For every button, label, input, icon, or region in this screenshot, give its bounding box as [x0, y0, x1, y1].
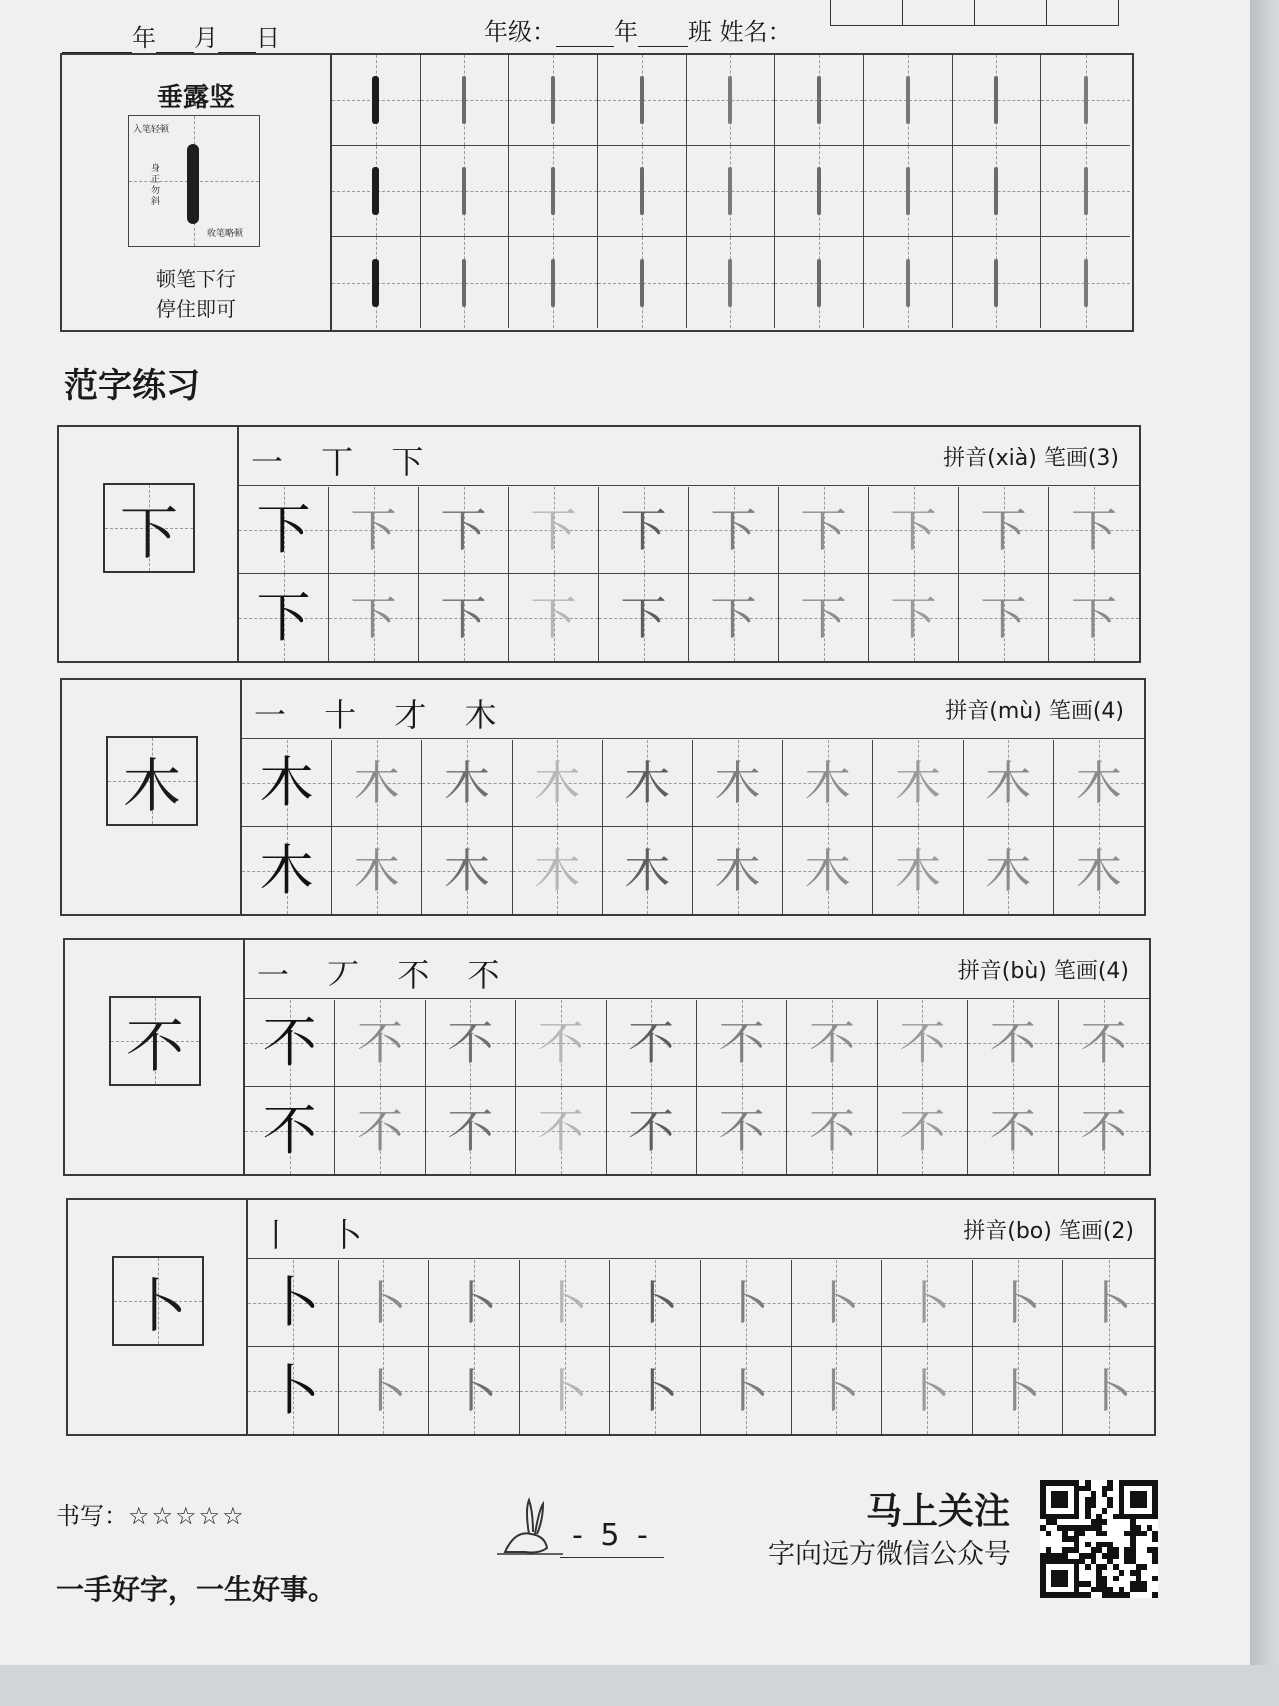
model-character: 下 [119, 499, 178, 567]
practice-cell[interactable] [248, 1347, 339, 1434]
handwritten-character: 木 [443, 843, 490, 898]
practice-cell[interactable] [607, 1000, 697, 1087]
practice-cell[interactable] [509, 574, 599, 661]
handwritten-character: 卜 [994, 1276, 1041, 1330]
practice-cell[interactable] [968, 1087, 1058, 1174]
practice-cell[interactable] [339, 1347, 430, 1434]
practice-cell[interactable] [968, 1000, 1058, 1087]
handwritten-character: 下 [440, 503, 487, 557]
section-title: 范字练习 [64, 366, 200, 406]
practice-cell[interactable] [245, 1000, 335, 1087]
handwritten-character: 不 [718, 1103, 765, 1158]
handwritten-character: 不 [628, 1016, 675, 1070]
pinyin-stroke-count: 拼音(bù) 笔画(4) [957, 959, 1129, 984]
practice-cell[interactable] [693, 827, 783, 914]
handwritten-character: 木 [534, 756, 581, 810]
practice-cell[interactable] [697, 1087, 787, 1174]
handwritten-character: 木 [804, 843, 851, 898]
handwritten-character: 不 [1080, 1016, 1127, 1070]
handwritten-character: 卜 [450, 1276, 497, 1330]
handwritten-character: 木 [353, 843, 400, 898]
date-line: 年 月 日 [62, 18, 280, 53]
practice-cell[interactable] [1041, 55, 1130, 146]
pinyin-stroke-count: 拼音(bo) 笔画(2) [963, 1219, 1134, 1244]
stroke-order: 一 十 才 木 [254, 696, 511, 734]
practice-cell[interactable] [332, 237, 421, 328]
handwritten-character: 下 [980, 503, 1027, 557]
example-character: 下 [256, 585, 311, 649]
practice-cell[interactable] [426, 1000, 516, 1087]
handwritten-character: 下 [800, 590, 847, 645]
example-character: 卜 [265, 1271, 320, 1334]
practice-cell[interactable] [775, 146, 864, 237]
handwritten-character: 木 [353, 756, 400, 810]
handwritten-character: 卜 [360, 1363, 407, 1418]
practice-cell[interactable] [959, 574, 1049, 661]
practice-cell[interactable] [689, 487, 779, 574]
practice-cell[interactable] [1049, 574, 1139, 661]
model-character: 木 [122, 752, 181, 820]
practice-cell[interactable] [687, 146, 776, 237]
example-character: 卜 [265, 1358, 320, 1422]
handwritten-character: 下 [530, 503, 577, 557]
handwritten-character: 不 [899, 1103, 946, 1158]
handwritten-character: 木 [714, 843, 761, 898]
practice-cell[interactable] [242, 827, 332, 914]
practice-cell[interactable] [421, 55, 510, 146]
practice-cell[interactable] [873, 740, 963, 827]
motto: 一手好字，一生好事。 [56, 1573, 337, 1606]
stroke-intro-block [60, 53, 1134, 332]
char-model-panel [68, 1200, 248, 1434]
char-model-panel [59, 427, 239, 661]
handwritten-character: 下 [350, 590, 397, 645]
practice-cell[interactable] [516, 1000, 606, 1087]
practice-cell[interactable] [248, 1260, 339, 1347]
practice-cell[interactable] [607, 1087, 697, 1174]
char-model-panel [62, 680, 242, 914]
practice-cell[interactable] [869, 487, 959, 574]
practice-cell[interactable] [599, 574, 689, 661]
rating-label: 书写： [56, 1502, 128, 1530]
handwritten-character: 木 [714, 756, 761, 810]
practice-cell[interactable] [509, 237, 598, 328]
handwritten-character: 卜 [1085, 1363, 1132, 1418]
practice-cell[interactable] [421, 146, 510, 237]
practice-cell[interactable] [610, 1260, 701, 1347]
practice-cell[interactable] [701, 1260, 792, 1347]
stroke-order: 丨 卜 [260, 1216, 377, 1254]
practice-cell[interactable] [787, 1000, 877, 1087]
practice-cell[interactable] [697, 1000, 787, 1087]
practice-cell[interactable] [332, 146, 421, 237]
practice-cell[interactable] [689, 574, 779, 661]
page-edge [1250, 0, 1279, 1706]
practice-cell[interactable] [864, 55, 953, 146]
practice-cell[interactable] [792, 1347, 883, 1434]
handwritten-character: 不 [989, 1016, 1036, 1070]
diagram-label-end: 收笔略顿 [207, 229, 244, 239]
handwritten-character: 木 [624, 843, 671, 898]
practice-cell[interactable] [421, 237, 510, 328]
model-character-box [112, 1256, 204, 1346]
handwritten-character: 卜 [813, 1363, 860, 1418]
practice-cell[interactable] [1059, 1087, 1149, 1174]
practice-cell[interactable] [787, 1087, 877, 1174]
handwritten-character: 下 [1071, 503, 1117, 557]
practice-cell[interactable] [878, 1000, 968, 1087]
handwritten-character: 不 [447, 1103, 494, 1158]
handwritten-character: 木 [1075, 843, 1122, 898]
handwritten-character: 下 [890, 590, 937, 645]
practice-cell[interactable] [687, 237, 776, 328]
handwritten-character: 木 [443, 756, 490, 810]
practice-cell[interactable] [422, 827, 512, 914]
char-practice-block [57, 425, 1141, 663]
example-character: 不 [262, 1011, 317, 1074]
char-practice-block [63, 938, 1151, 1176]
handwritten-character: 下 [620, 590, 667, 645]
handwritten-character: 木 [534, 843, 581, 898]
practice-cell[interactable] [426, 1087, 516, 1174]
practice-cell[interactable] [973, 1347, 1064, 1434]
handwritten-character: 下 [980, 590, 1027, 645]
practice-cell[interactable] [332, 55, 421, 146]
practice-cell[interactable] [1063, 1260, 1154, 1347]
char-practice-block [66, 1198, 1156, 1436]
handwritten-character: 卜 [722, 1276, 769, 1330]
example-character: 下 [256, 498, 311, 561]
practice-cell[interactable] [1054, 827, 1144, 914]
practice-cell[interactable] [1054, 740, 1144, 827]
handwritten-character: 不 [899, 1016, 946, 1070]
stroke-tip-2: 停住即可 [156, 297, 236, 321]
handwritten-character: 木 [804, 756, 851, 810]
table-surface [0, 1665, 1279, 1706]
handwritten-character: 卜 [541, 1363, 588, 1418]
practice-cell[interactable] [882, 1260, 973, 1347]
handwritten-character: 木 [894, 756, 941, 810]
stroke-order: 一 丅 下 [251, 443, 438, 481]
practice-cell[interactable] [332, 827, 422, 914]
class-line: 年级： 年 班 姓名： [484, 18, 792, 46]
char-practice-grid [242, 740, 1144, 914]
handwritten-character: 木 [985, 843, 1032, 898]
practice-cell[interactable] [873, 827, 963, 914]
practice-cell[interactable] [419, 487, 509, 574]
pinyin-stroke-count: 拼音(xià) 笔画(3) [943, 446, 1119, 471]
handwritten-character: 木 [624, 756, 671, 810]
practice-cell[interactable] [513, 827, 603, 914]
practice-cell[interactable] [520, 1347, 611, 1434]
char-model-panel [65, 940, 245, 1174]
handwritten-character: 不 [537, 1016, 584, 1070]
practice-cell[interactable] [882, 1347, 973, 1434]
handwritten-character: 卜 [1085, 1276, 1132, 1330]
example-character: 木 [259, 751, 314, 814]
model-character: 卜 [128, 1272, 187, 1340]
handwritten-character: 卜 [632, 1276, 679, 1330]
handwritten-character: 不 [809, 1016, 856, 1070]
handwritten-character: 下 [1071, 590, 1117, 645]
practice-cell[interactable] [329, 487, 419, 574]
practice-cell[interactable] [516, 1087, 606, 1174]
practice-cell[interactable] [953, 237, 1042, 328]
char-practice-grid [245, 1000, 1149, 1174]
diagram-label-start: 入笔轻顿 [133, 125, 170, 135]
practice-cell[interactable] [598, 237, 687, 328]
handwritten-character: 卜 [450, 1363, 497, 1418]
practice-cell[interactable] [783, 740, 873, 827]
practice-cell[interactable] [239, 487, 329, 574]
stroke-intro-panel [62, 55, 332, 330]
follow-subtitle: 字向远方微信公众号 [768, 1539, 1011, 1570]
handwritten-character: 下 [350, 503, 397, 557]
practice-cell[interactable] [598, 146, 687, 237]
practice-cell[interactable] [953, 55, 1042, 146]
example-character: 不 [262, 1098, 317, 1162]
name-boxes[interactable] [830, 0, 1119, 26]
handwritten-character: 不 [718, 1016, 765, 1070]
practice-cell[interactable] [779, 487, 869, 574]
practice-cell[interactable] [509, 55, 598, 146]
handwritten-character: 不 [989, 1103, 1036, 1158]
handwritten-character: 卜 [903, 1276, 950, 1330]
handwritten-character: 木 [894, 843, 941, 898]
practice-cell[interactable] [964, 827, 1054, 914]
practice-cell[interactable] [335, 1000, 425, 1087]
practice-cell[interactable] [419, 574, 509, 661]
model-character: 不 [125, 1012, 184, 1080]
handwritten-character: 不 [447, 1016, 494, 1070]
handwritten-character: 不 [628, 1103, 675, 1158]
practice-cell[interactable] [973, 1260, 1064, 1347]
handwritten-character: 卜 [632, 1363, 679, 1418]
handwritten-character: 卜 [903, 1363, 950, 1418]
handwritten-character: 卜 [722, 1363, 769, 1418]
char-practice-block [60, 678, 1146, 916]
handwritten-character: 木 [985, 756, 1032, 810]
handwritten-character: 不 [537, 1103, 584, 1158]
practice-cell[interactable] [864, 237, 953, 328]
pinyin-stroke-count: 拼音(mù) 笔画(4) [945, 699, 1124, 724]
practice-cell[interactable] [687, 55, 776, 146]
qr-code-icon[interactable] [1040, 1480, 1158, 1598]
practice-cell[interactable] [792, 1260, 883, 1347]
practice-cell[interactable] [1041, 237, 1130, 328]
practice-cell[interactable] [864, 146, 953, 237]
practice-cell[interactable] [953, 146, 1042, 237]
handwritten-character: 卜 [541, 1276, 588, 1330]
handwritten-character: 不 [357, 1016, 404, 1070]
practice-cell[interactable] [603, 740, 693, 827]
rating-stars[interactable]: ☆☆☆☆☆ [128, 1502, 246, 1530]
practice-cell[interactable] [599, 487, 689, 574]
diagram-label-body: 身正勿斜 [151, 164, 161, 207]
practice-cell[interactable] [610, 1347, 701, 1434]
stroke-title: 垂露竖 [156, 83, 235, 113]
practice-cell[interactable] [701, 1347, 792, 1434]
handwritten-character: 下 [710, 503, 757, 557]
rating-row [56, 1496, 246, 1531]
example-character: 木 [259, 838, 314, 902]
handwritten-character: 下 [440, 590, 487, 645]
page-number: - 5 - [560, 1518, 664, 1558]
practice-cell[interactable] [429, 1347, 520, 1434]
practice-cell[interactable] [329, 574, 419, 661]
handwritten-character: 下 [620, 503, 667, 557]
practice-cell[interactable] [779, 574, 869, 661]
model-character-box [109, 996, 201, 1086]
stroke-practice-grid [332, 55, 1130, 328]
practice-cell[interactable] [513, 740, 603, 827]
practice-cell[interactable] [1041, 146, 1130, 237]
practice-cell[interactable] [339, 1260, 430, 1347]
practice-cell[interactable] [332, 740, 422, 827]
practice-cell[interactable] [1063, 1347, 1154, 1434]
handwritten-character: 木 [1075, 756, 1122, 810]
practice-cell[interactable] [775, 237, 864, 328]
practice-cell[interactable] [959, 487, 1049, 574]
stroke-diagram [128, 115, 260, 247]
char-practice-grid [248, 1260, 1154, 1434]
practice-cell[interactable] [598, 55, 687, 146]
practice-cell[interactable] [520, 1260, 611, 1347]
practice-cell[interactable] [242, 740, 332, 827]
handwritten-character: 下 [890, 503, 937, 557]
practice-cell[interactable] [693, 740, 783, 827]
practice-cell[interactable] [869, 574, 959, 661]
handwritten-character: 卜 [360, 1276, 407, 1330]
handwritten-character: 不 [357, 1103, 404, 1158]
handwritten-character: 卜 [813, 1276, 860, 1330]
practice-cell[interactable] [245, 1087, 335, 1174]
practice-cell[interactable] [1049, 487, 1139, 574]
handwritten-character: 下 [800, 503, 847, 557]
practice-cell[interactable] [509, 146, 598, 237]
char-practice-grid [239, 487, 1139, 661]
handwritten-character: 卜 [994, 1363, 1041, 1418]
practice-cell[interactable] [422, 740, 512, 827]
stroke-tip-1: 顿笔下行 [156, 267, 236, 291]
practice-cell[interactable] [603, 827, 693, 914]
model-character-box [103, 483, 195, 573]
practice-cell[interactable] [783, 827, 873, 914]
practice-cell[interactable] [335, 1087, 425, 1174]
handwritten-character: 不 [809, 1103, 856, 1158]
handwritten-character: 下 [530, 590, 577, 645]
follow-title: 马上关注 [866, 1491, 1011, 1532]
practice-cell[interactable] [429, 1260, 520, 1347]
practice-cell[interactable] [509, 487, 599, 574]
handwritten-character: 不 [1080, 1103, 1127, 1158]
rabbit-icon [495, 1490, 565, 1560]
practice-cell[interactable] [878, 1087, 968, 1174]
stroke-order: 一 丆 不 不 [257, 956, 514, 994]
practice-cell[interactable] [1059, 1000, 1149, 1087]
handwritten-character: 下 [710, 590, 757, 645]
practice-cell[interactable] [964, 740, 1054, 827]
practice-cell[interactable] [775, 55, 864, 146]
practice-cell[interactable] [239, 574, 329, 661]
model-character-box [106, 736, 198, 826]
